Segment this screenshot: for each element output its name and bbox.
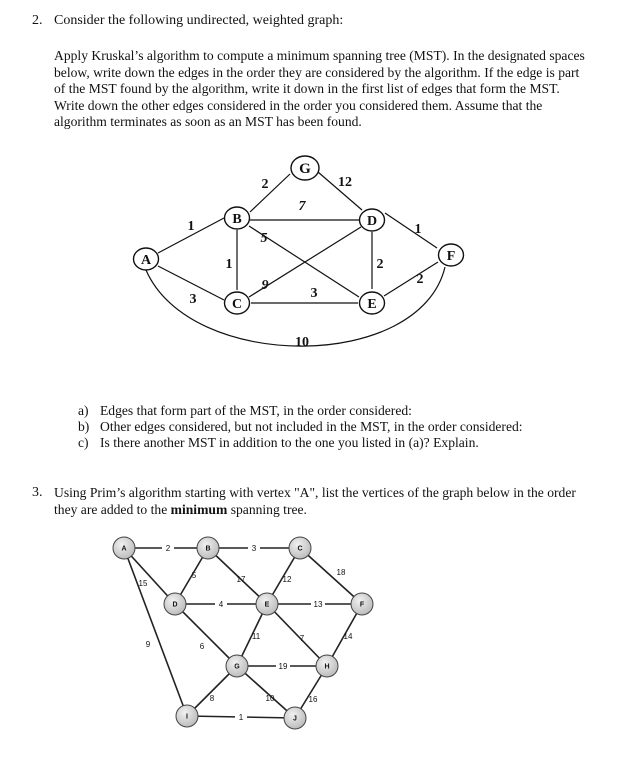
edge-weight: 16	[308, 695, 318, 704]
prim-graph	[0, 520, 624, 767]
part-label: c)	[78, 435, 89, 450]
text-run: they are added to the	[54, 501, 171, 517]
edge-weight: 4	[218, 600, 224, 609]
edge-weight: 9	[145, 640, 151, 649]
edge-D-G	[175, 604, 237, 666]
edge-weight: 10	[295, 335, 309, 350]
edge-D-F	[385, 213, 437, 248]
part-c	[78, 435, 479, 452]
edge-weight: 9	[261, 278, 269, 293]
edge-weight: 3	[310, 286, 318, 301]
edge-weight: 14	[343, 632, 353, 641]
node-label: F	[446, 249, 456, 264]
node-label: E	[264, 601, 270, 609]
node-label: B	[205, 545, 211, 553]
edge-G-J	[237, 666, 295, 718]
part-label: b)	[78, 419, 90, 434]
node-label: G	[234, 663, 240, 671]
edge-weight: 7	[299, 634, 305, 643]
edge-weight: 3	[189, 292, 197, 307]
edge-weight: 15	[138, 579, 148, 588]
edge-weight: 1	[414, 222, 422, 237]
edge-weight: 5	[191, 571, 197, 580]
question-3-text	[54, 485, 576, 518]
part-b	[78, 419, 523, 436]
node-label: G	[299, 161, 311, 177]
node-label: D	[172, 601, 178, 609]
text-run: spanning tree.	[227, 501, 307, 517]
part-label: a)	[78, 403, 89, 418]
edge-B-G	[250, 174, 290, 212]
part-a	[78, 403, 412, 420]
question-3-line	[54, 502, 576, 519]
bold-text: minimum	[170, 501, 228, 517]
edge-weight: 1	[238, 713, 244, 722]
edge-weight: 8	[209, 694, 215, 703]
edge-weight: 2	[416, 272, 424, 287]
edge-weight: 11	[251, 632, 261, 641]
instruction-line: below, write down the edges in the order they are considered by the algorithm. If the edge is part	[54, 64, 580, 80]
edge-weight: 18	[336, 568, 346, 577]
edge-weight: 5	[260, 231, 268, 246]
question-2-title: Consider the following undirected, weighted graph:	[54, 13, 344, 28]
node-label: D	[366, 214, 378, 229]
edge-weight: 17	[236, 575, 246, 584]
question-3-number: 3.	[32, 485, 43, 500]
part-text: Edges that form part of the MST, in the order considered:	[100, 403, 412, 418]
node-label: J	[293, 715, 297, 723]
instruction-line: of the MST found by the algorithm, write it down in the first list of edges that form the MST.	[54, 81, 560, 96]
edge-weight: 6	[199, 642, 205, 651]
node-label: C	[231, 297, 243, 312]
edge-weight: 19	[278, 662, 288, 671]
question-2-number: 2.	[32, 13, 43, 28]
edge-weight: 1	[187, 219, 195, 234]
edge-weight: 2	[376, 257, 384, 272]
instruction-line: Apply Kruskal’s algorithm to compute a minimum spanning tree (MST). In the designated spaces	[54, 48, 585, 63]
edge-weight: 3	[251, 544, 257, 553]
edge-C-F	[300, 548, 362, 604]
edge-E-F	[384, 262, 438, 296]
edge-E-H	[264, 601, 327, 666]
edge-weight: 1	[225, 257, 233, 272]
edge-weight: 2	[261, 177, 269, 192]
edge-weight: 12	[282, 575, 292, 584]
node-label: I	[186, 713, 188, 721]
edge-weight: 12	[338, 175, 352, 190]
node-label: A	[121, 545, 127, 553]
edge-weight: 2	[165, 544, 171, 553]
edge-weight: 7	[298, 199, 306, 214]
node-label: H	[324, 663, 330, 671]
edge-A-I	[124, 548, 187, 716]
node-label: A	[140, 253, 152, 268]
node-label: F	[359, 601, 365, 609]
part-text: Is there another MST in addition to the one you listed in (a)? Explain.	[100, 435, 479, 450]
node-label: E	[367, 297, 377, 312]
instruction-line: algorithm terminates as soon as an MST has been found.	[54, 114, 362, 129]
edge-weight: 10	[265, 694, 275, 703]
part-text: Other edges considered, but not included in the MST, in the order considered:	[100, 419, 523, 434]
edge-weight: 13	[313, 600, 323, 609]
node-label: B	[232, 212, 242, 227]
instruction-line: Write down the other edges considered in the order you considered them. Assume that the	[54, 97, 543, 113]
node-label: C	[297, 545, 303, 553]
question-3-line: Using Prim’s algorithm starting with vertex "A", list the vertices of the graph below in the order	[54, 485, 576, 500]
